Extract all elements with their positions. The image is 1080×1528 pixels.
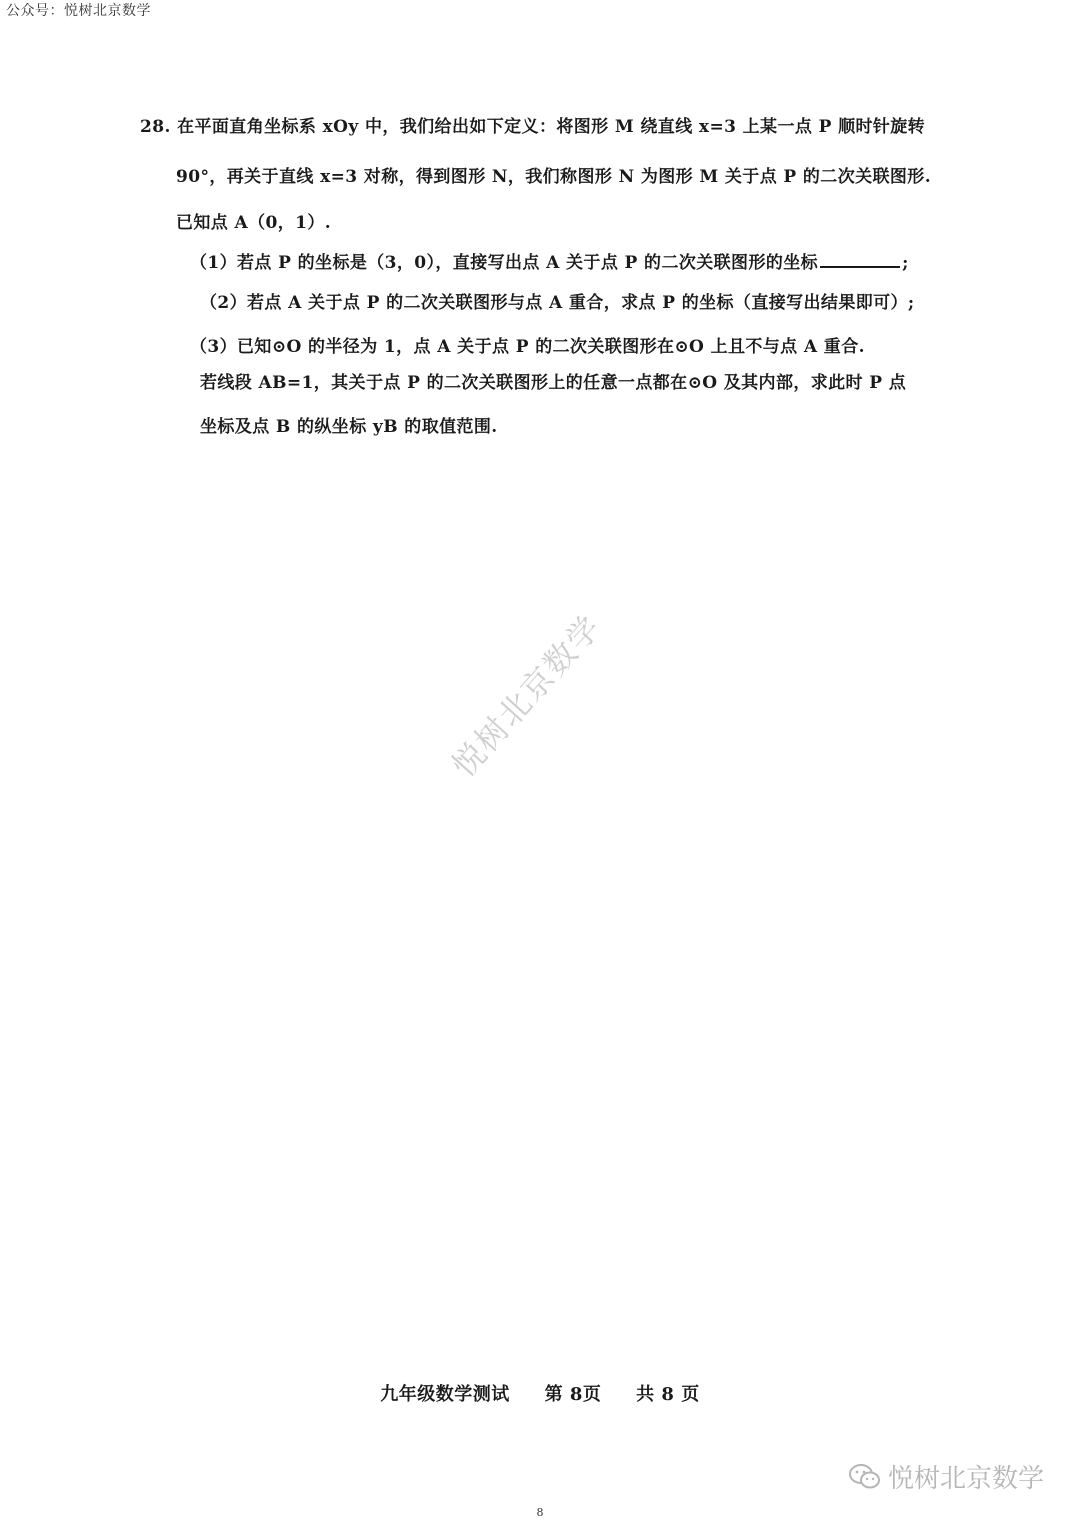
sub-question-3-line-2: 若线段 AB=1，其关于点 P 的二次关联图形上的任意一点都在⊙O 及其内部，求此时 P 点 [200, 373, 907, 393]
sub-question-1-text: （1）若点 P 的坐标是（3，0），直接写出点 A 关于点 P 的二次关联图形的坐标 [190, 253, 819, 273]
sub-question-2: （2）若点 A 关于点 P 的二次关联图形与点 A 重合，求点 P 的坐标（直接写出结果即可）; [200, 293, 915, 313]
sub-question-3: （3）已知⊙O 的半径为 1，点 A 关于点 P 的二次关联图形在⊙O 上且不与点 A 重合. [190, 337, 865, 357]
problem-line-3: 已知点 A（0，1）. [176, 213, 332, 233]
brand-text: 悦树北京数学 [887, 1464, 1044, 1494]
sub-question-1 [190, 248, 909, 273]
page-footer [0, 1380, 1080, 1406]
sub-question-3-line-3: 坐标及点 B 的纵坐标 yB 的取值范围. [200, 417, 498, 437]
footer-total: 共 8 页 [636, 1384, 700, 1405]
brand-watermark [848, 1458, 1044, 1495]
footer-page: 第 8页 [544, 1384, 602, 1405]
source-header: 公众号：悦树北京数学 [6, 3, 151, 19]
problem-line-2: 90°，再关于直线 x=3 对称，得到图形 N，我们称图形 N 为图形 M 关于点 P 的二次关联图形. [176, 167, 932, 187]
answer-blank [820, 252, 900, 268]
blank-suffix: ; [902, 253, 909, 273]
watermark: 悦树北京数学 [444, 607, 610, 785]
problem-line-1: 28. 在平面直角坐标系 xOy 中，我们给出如下定义：将图形 M 绕直线 x=3 上某一点 P 顺时针旋转 [140, 117, 926, 137]
footer-subject: 九年级数学测试 [380, 1384, 510, 1405]
page-number: 8 [536, 1506, 544, 1519]
wechat-icon [848, 1463, 882, 1491]
